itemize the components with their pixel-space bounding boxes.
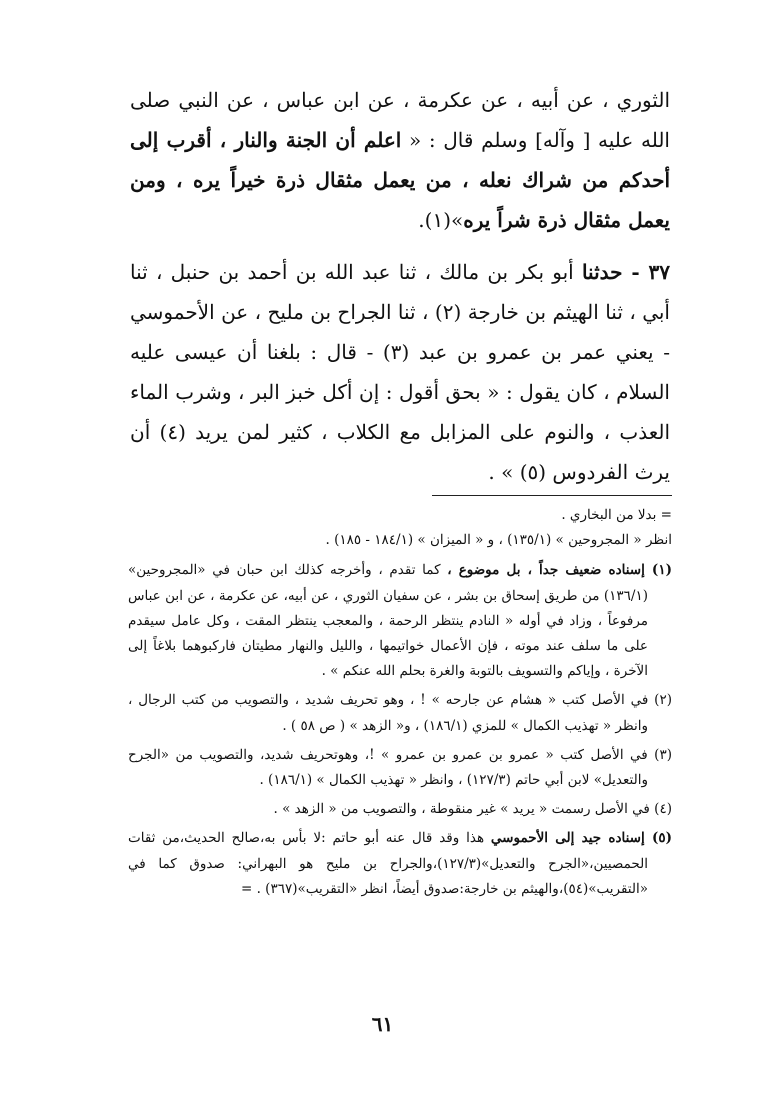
footnote-text: هذا وقد قال عنه أبو حاتم :لا بأس به،صالح الحديث،من ثقات الحمصيين،«الجرح والتعديل»(١٢٧/٣)،والجراح بن مليح هو البهراني: صدوق كما في «التقريب»(٥٤)،والهيثم بن خارجة:صدوق أيضاً، انظر «التقريب»(٣٦٧) . =	[128, 830, 648, 897]
footnote-label: (٥) إسناده جيد إلى الأحموسي	[490, 830, 673, 847]
footnote-label: (١) إسناده ضعيف جداً ، بل موضوع ،	[447, 562, 672, 579]
footnote-divider	[432, 495, 672, 496]
footnote-1	[128, 558, 672, 684]
hadith-text-bold: اعلم أن الجنة والنار ، أقرب إلى أحدكم من شراك نعله ، من يعمل مثقال ذرة خيراً يره ، ومن يعمل مثقال ذرة شراً يره	[130, 128, 670, 232]
paragraph-tail: »(١).	[418, 208, 464, 232]
footnote-2: (٢) في الأصل كتب « هشام عن جارحه » ! ، وهو تحريف شديد ، والتصويب من كتب الرجال ، وانظر « تهذيب الكمال » للمزي (١٨٦/١) ، و« الزهد » ( ص ٥٨ ) .	[128, 692, 672, 734]
footnotes	[128, 503, 672, 902]
paragraph-text: الثوري ، عن أبيه ، عن عكرمة ، عن ابن عباس ، عن النبي صلى الله عليه [ وآله] وسلم قال : «	[130, 88, 670, 152]
footnote-4: (٤) في الأصل رسمت « يريد » غير منقوطة ، والتصويب من « الزهد » .	[273, 801, 672, 818]
footnote-carryover: = بدلا من البخاري .	[561, 507, 672, 523]
paragraph-hadith-37	[130, 252, 670, 492]
paragraph-hadith-continuation	[130, 80, 670, 240]
paragraph-text: أبو بكر بن مالك ، ثنا عبد الله بن أحمد بن حنبل ، ثنا أبي ، ثنا الهيثم بن خارجة (٢) ، ثنا الجراح بن مليح ، عن الأحموسي - يعني عمر بن عمرو بن عبد (٣) - قال : بلغنا أن عيسى عليه السلام ، كان يقول : « بحق أقول : إن أكل خبز البر ، وشرب الماء العذب ، والنوم على المزابل مع الكلاب ، كثير لمن يريد (٤) أن يرث الفردوس (٥) » .	[130, 260, 671, 484]
footnote-text: كما تقدم ، وأخرجه كذلك ابن حبان في «المجروحين» (١٣٦/١) من طريق إسحاق بن بشر ، عن سفيان الثوري ، عن أبيه، عن عكرمة ، عن ابن عباس مرفوعاً ، وزاد في أوله « النادم ينتظر الرحمة ، والمعجب ينتظر المقت ، وكل عامل سيقدم على ما سلف عند موته ، فإن الأعمال خواتيمها ، والليل والنهار مطيتان فاركبوهما بلاغاً إلى الآخرة ، وإياكم والتسويف بالتوبة والغرة بحلم الله عنكم » .	[128, 562, 648, 680]
footnote-carryover-reference: انظر « المجروحين » (١٣٥/١) ، و « الميزان » (١٨٤/١ - ١٨٥) .	[325, 532, 672, 549]
page-number: ٦١	[371, 1012, 394, 1036]
footnote-5	[128, 826, 672, 902]
footnote-3: (٣) في الأصل كتب « عمرو بن عمرو بن عمرو » !، وهوتحريف شديد، والتصويب من «الجرح والتعديل» لابن أبي حاتم (١٢٧/٣) ، وانظر « تهذيب الكمال » (١٨٦/١) .	[128, 746, 672, 789]
hadith-number: ٣٧ - حدثنا	[581, 260, 670, 284]
main-text	[130, 80, 670, 492]
